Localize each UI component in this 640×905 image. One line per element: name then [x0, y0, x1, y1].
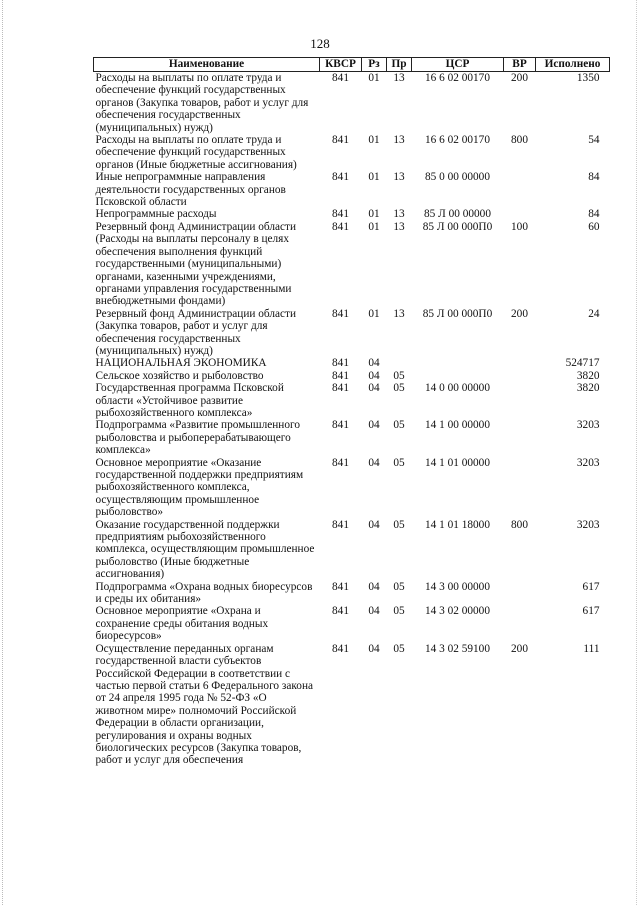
cell-name: Подпрограмма «Охрана водных биоресурсов и среды их обитания»	[95, 580, 313, 606]
cell-pr: 13	[393, 134, 405, 147]
cell-csr: 16 6 02 00170	[425, 72, 490, 84]
cell-name: Государственная программа Псковской области «Устойчивое развитие рыбохозяйственного комплекса»	[95, 382, 284, 419]
table-row	[94, 72, 610, 135]
cell-kvsr: 841	[332, 642, 349, 655]
cell-pr: 13	[393, 307, 405, 320]
cell-name: Основное мероприятие «Оказание государственной поддержки предприятиям рыбохозяйственного комплекса, осуществляющим промышленное рыболовство»	[95, 456, 304, 519]
cell-vr	[504, 208, 536, 220]
cell-done: 1350	[576, 72, 600, 84]
cell-name: Сельское хозяйство и рыболовство	[95, 369, 264, 382]
cell-csr: 14 3 02 00000	[425, 605, 490, 618]
page-number: 128	[310, 36, 330, 51]
cell-kvsr: 841	[332, 220, 349, 233]
cell-vr	[504, 457, 536, 519]
cell-csr: 14 3 02 59100	[425, 642, 490, 655]
cell-rz: 04	[368, 357, 380, 370]
cell-pr: 05	[393, 580, 405, 593]
scan-edge-left	[2, 0, 6, 905]
table-row	[94, 357, 610, 369]
cell-pr: 05	[393, 642, 405, 655]
cell-done: 84	[588, 171, 600, 184]
table-row	[94, 171, 610, 208]
cell-pr: 13	[393, 72, 405, 84]
table-row	[94, 643, 610, 767]
cell-vr	[504, 605, 536, 642]
table-row	[94, 382, 610, 419]
table-row	[94, 221, 610, 308]
table-row	[94, 308, 610, 358]
cell-done: 3203	[576, 456, 600, 469]
cell-name: Основное мероприятие «Охрана и сохранение среды обитания водных биоресурсов»	[95, 605, 269, 643]
cell-done: 84	[588, 208, 600, 221]
cell-pr: 05	[393, 382, 405, 395]
cell-rz: 04	[368, 382, 380, 395]
scan-edge-right	[633, 0, 637, 905]
cell-vr: 200	[511, 307, 528, 320]
table-row	[94, 457, 610, 519]
cell-pr: 13	[393, 171, 405, 184]
cell-kvsr: 841	[332, 518, 349, 531]
header-pr: Пр	[387, 58, 412, 72]
cell-kvsr: 841	[332, 369, 349, 382]
cell-name: НАЦИОНАЛЬНАЯ ЭКОНОМИКА	[95, 357, 267, 370]
header-rz: Рз	[362, 58, 387, 72]
cell-csr: 85 0 00 00000	[425, 171, 490, 184]
cell-rz: 01	[368, 220, 380, 233]
cell-done: 617	[582, 580, 600, 593]
cell-name: Резервный фонд Администрации области (Расходы на выплаты персоналу в целях обеспечения выполнения функций государственными (муниципальными) органами, казенными учреждениями, органами управления государственными внебюджетными фондами)	[95, 220, 297, 308]
table-row	[94, 581, 610, 606]
cell-kvsr: 841	[332, 171, 349, 184]
cell-vr: 200	[511, 72, 528, 84]
cell-pr: 13	[393, 220, 405, 233]
cell-rz: 04	[368, 419, 380, 432]
cell-name: Иные непрограммные направления деятельности государственных органов Псковской области	[95, 171, 286, 209]
cell-rz: 01	[368, 171, 380, 184]
cell-done: 3203	[576, 518, 600, 531]
cell-kvsr: 841	[332, 419, 349, 432]
cell-rz: 04	[368, 605, 380, 618]
cell-csr	[412, 370, 504, 382]
cell-pr: 05	[393, 369, 405, 382]
cell-pr: 05	[393, 605, 405, 618]
budget-table	[93, 57, 610, 767]
cell-name: Расходы на выплаты по оплате труда и обеспечение функций государственных органов (Иные бюджетные ассигнования)	[95, 134, 297, 171]
cell-csr: 85 Л 00 000П0	[422, 220, 493, 233]
cell-name: Резервный фонд Администрации области (Закупка товаров, работ и услуг для обеспечения государственных (муниципальных) нужд)	[95, 307, 297, 357]
cell-name: Расходы на выплаты по оплате труда и обеспечение функций государственных органов (Закупка товаров, работ и услуг для обеспечения государственных (муниципальных) нужд)	[95, 72, 309, 134]
cell-rz: 01	[368, 208, 380, 221]
cell-kvsr: 841	[332, 357, 349, 370]
cell-kvsr: 841	[332, 580, 349, 593]
table-row	[94, 519, 610, 581]
cell-name: Подпрограмма «Развитие промышленного рыболовства и рыбоперерабатывающего комплекса»	[95, 419, 300, 457]
cell-kvsr: 841	[332, 72, 349, 84]
table-row	[94, 208, 610, 220]
header-kvsr: КВСР	[320, 58, 362, 72]
cell-done: 60	[588, 220, 600, 233]
table-row	[94, 605, 610, 642]
cell-name: Оказание государственной поддержки предприятиям рыбохозяйственного комплекса, осуществляющим промышленное рыболовство (Иные бюджетные ассигнования)	[95, 518, 315, 581]
header-done: Исполнено	[536, 58, 610, 72]
cell-kvsr: 841	[332, 382, 349, 395]
cell-kvsr: 841	[332, 307, 349, 320]
table-row	[94, 419, 610, 456]
cell-csr: 14 3 00 00000	[425, 580, 490, 593]
cell-done: 54	[588, 134, 600, 147]
cell-vr: 100	[511, 220, 528, 233]
cell-kvsr: 841	[332, 456, 349, 469]
table-header-row	[94, 58, 610, 72]
cell-vr: 800	[511, 134, 528, 147]
cell-pr: 13	[393, 208, 405, 221]
cell-pr: 05	[393, 518, 405, 531]
cell-csr: 14 1 01 18000	[425, 518, 490, 531]
cell-vr: 800	[511, 518, 528, 531]
budget-table-container	[93, 57, 609, 767]
cell-rz: 01	[368, 134, 380, 147]
cell-name: Непрограммные расходы	[95, 208, 217, 221]
cell-csr	[412, 357, 504, 369]
cell-done: 3820	[576, 369, 600, 382]
header-vr: ВР	[504, 58, 536, 72]
table-row	[94, 134, 610, 171]
cell-pr: 05	[393, 456, 405, 469]
cell-rz: 04	[368, 518, 380, 531]
cell-rz: 01	[368, 72, 380, 84]
cell-rz: 04	[368, 456, 380, 469]
cell-kvsr: 841	[332, 134, 349, 147]
cell-rz: 01	[368, 307, 380, 320]
cell-rz: 04	[368, 580, 380, 593]
header-name: Наименование	[94, 58, 320, 72]
cell-rz: 04	[368, 642, 380, 655]
table-body	[94, 72, 610, 767]
cell-pr: 05	[393, 419, 405, 432]
cell-csr: 16 6 02 00170	[425, 134, 490, 147]
cell-done: 524717	[565, 357, 600, 370]
cell-vr	[504, 370, 536, 382]
cell-vr	[504, 382, 536, 419]
cell-done: 3203	[576, 419, 600, 432]
cell-vr	[504, 357, 536, 369]
cell-csr: 14 1 00 00000	[425, 419, 490, 432]
cell-csr: 85 Л 00 00000	[424, 208, 491, 221]
cell-csr: 85 Л 00 000П0	[422, 307, 493, 320]
cell-done: 3820	[576, 382, 600, 395]
header-csr: ЦСР	[412, 58, 504, 72]
cell-kvsr: 841	[332, 208, 349, 221]
table-row	[94, 370, 610, 382]
cell-done: 111	[583, 642, 600, 655]
cell-pr	[387, 357, 412, 369]
cell-rz: 04	[368, 369, 380, 382]
cell-done: 617	[582, 605, 600, 618]
cell-kvsr: 841	[332, 605, 349, 618]
cell-vr	[504, 171, 536, 208]
cell-done: 24	[588, 307, 600, 320]
cell-csr: 14 0 00 00000	[425, 382, 490, 395]
cell-csr: 14 1 01 00000	[425, 456, 490, 469]
cell-vr: 200	[511, 642, 528, 655]
cell-vr	[504, 581, 536, 606]
cell-name: Осуществление переданных органам государственной власти субъектов Российской Федерации в соответствии с частью первой статьи 6 Федерального закона от 24 апреля 1995 года № 52-ФЗ «О животном мире» полномочий Российской Федерации в области организации, регулирования и охраны водных биологических ресурсов (Закупка товаров, работ и услуг для обеспечения	[95, 642, 314, 767]
cell-vr	[504, 419, 536, 456]
